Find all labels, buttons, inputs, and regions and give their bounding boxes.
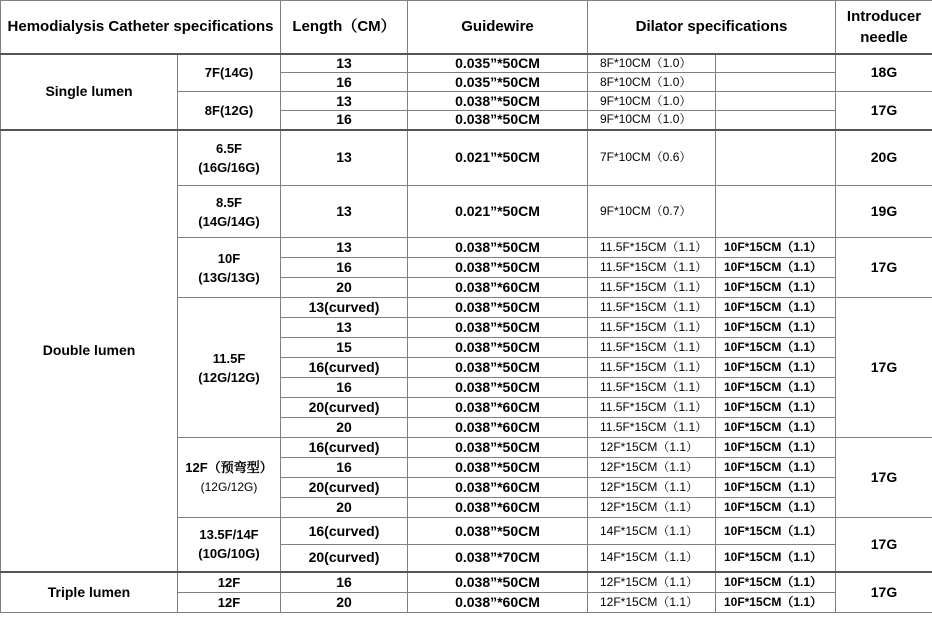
dilator-cell-2 bbox=[716, 92, 836, 111]
dilator-cell: 11.5F*15CM（1.1） bbox=[588, 358, 716, 378]
guidewire-cell: 0.038”*60CM bbox=[408, 498, 588, 518]
model-cell: 12F bbox=[178, 572, 281, 593]
dilator-cell-2: 10F*15CM（1.1） bbox=[716, 378, 836, 398]
model-cell bbox=[178, 130, 281, 186]
guidewire-cell: 0.038”*60CM bbox=[408, 418, 588, 438]
dilator-cell: 11.5F*15CM（1.1） bbox=[588, 378, 716, 398]
dilator-cell-2 bbox=[716, 111, 836, 130]
needle-cell: 17G bbox=[836, 438, 932, 518]
dilator-cell: 11.5F*15CM（1.1） bbox=[588, 298, 716, 318]
model-gauge: (14G/14G) bbox=[198, 213, 260, 229]
dilator-cell: 12F*15CM（1.1） bbox=[588, 498, 716, 518]
guidewire-cell: 0.021”*50CM bbox=[408, 186, 588, 238]
dilator-cell-2: 10F*15CM（1.1） bbox=[716, 398, 836, 418]
header-spec: Hemodialysis Catheter specifications bbox=[1, 1, 281, 54]
dilator-cell-2: 10F*15CM（1.1） bbox=[716, 518, 836, 545]
header-guidewire: Guidewire bbox=[408, 1, 588, 54]
length-cell: 16 bbox=[281, 572, 408, 593]
guidewire-cell: 0.038”*50CM bbox=[408, 298, 588, 318]
needle-cell: 18G bbox=[836, 54, 932, 92]
guidewire-cell: 0.038”*70CM bbox=[408, 545, 588, 572]
model-cell bbox=[178, 438, 281, 518]
needle-cell: 20G bbox=[836, 130, 932, 186]
dilator-cell-2: 10F*15CM（1.1） bbox=[716, 298, 836, 318]
length-cell: 13(curved) bbox=[281, 298, 408, 318]
group-triple-lumen: Triple lumen bbox=[1, 572, 178, 613]
length-cell: 16 bbox=[281, 458, 408, 478]
length-cell: 20(curved) bbox=[281, 545, 408, 572]
model-gauge: (10G/10G) bbox=[198, 546, 260, 562]
guidewire-cell: 0.038”*50CM bbox=[408, 92, 588, 111]
dilator-cell: 11.5F*15CM（1.1） bbox=[588, 258, 716, 278]
model-name: 10F bbox=[217, 250, 241, 266]
dilator-cell-2: 10F*15CM（1.1） bbox=[716, 572, 836, 593]
guidewire-cell: 0.038”*60CM bbox=[408, 278, 588, 298]
guidewire-cell: 0.038”*60CM bbox=[408, 592, 588, 612]
dilator-cell: 12F*15CM（1.1） bbox=[588, 592, 716, 612]
dilator-cell: 14F*15CM（1.1） bbox=[588, 518, 716, 545]
table-row bbox=[1, 572, 932, 593]
dilator-cell-2: 10F*15CM（1.1） bbox=[716, 238, 836, 258]
dilator-cell-2: 10F*15CM（1.1） bbox=[716, 478, 836, 498]
length-cell: 16 bbox=[281, 73, 408, 92]
length-cell: 13 bbox=[281, 130, 408, 186]
length-cell: 13 bbox=[281, 238, 408, 258]
dilator-cell: 11.5F*15CM（1.1） bbox=[588, 398, 716, 418]
dilator-cell: 7F*10CM（0.6） bbox=[588, 130, 716, 186]
dilator-cell-2 bbox=[716, 73, 836, 92]
length-cell: 16 bbox=[281, 378, 408, 398]
table-row bbox=[1, 130, 932, 186]
needle-cell: 17G bbox=[836, 238, 932, 298]
model-cell bbox=[178, 186, 281, 238]
group-double-lumen: Double lumen bbox=[1, 130, 178, 572]
dilator-cell: 11.5F*15CM（1.1） bbox=[588, 338, 716, 358]
dilator-cell-2: 10F*15CM（1.1） bbox=[716, 338, 836, 358]
model-gauge: (13G/13G) bbox=[198, 269, 260, 285]
group-single-lumen: Single lumen bbox=[1, 54, 178, 130]
guidewire-cell: 0.038”*60CM bbox=[408, 398, 588, 418]
dilator-cell: 14F*15CM（1.1） bbox=[588, 545, 716, 572]
guidewire-cell: 0.035”*50CM bbox=[408, 73, 588, 92]
guidewire-cell: 0.038”*50CM bbox=[408, 318, 588, 338]
model-name: 8.5F bbox=[215, 194, 242, 210]
length-cell: 20(curved) bbox=[281, 398, 408, 418]
dilator-cell: 9F*10CM（0.7） bbox=[588, 186, 716, 238]
dilator-cell: 9F*10CM（1.0） bbox=[588, 111, 716, 130]
guidewire-cell: 0.038”*50CM bbox=[408, 338, 588, 358]
guidewire-cell: 0.038”*50CM bbox=[408, 358, 588, 378]
model-cell: 12F bbox=[178, 592, 281, 612]
guidewire-cell: 0.038”*50CM bbox=[408, 438, 588, 458]
dilator-cell-2 bbox=[716, 130, 836, 186]
model-cell bbox=[178, 238, 281, 298]
length-cell: 16(curved) bbox=[281, 358, 408, 378]
length-cell: 16 bbox=[281, 111, 408, 130]
dilator-cell-2: 10F*15CM（1.1） bbox=[716, 498, 836, 518]
model-cell bbox=[178, 518, 281, 572]
dilator-cell: 12F*15CM（1.1） bbox=[588, 572, 716, 593]
guidewire-cell: 0.038”*50CM bbox=[408, 458, 588, 478]
guidewire-cell: 0.035”*50CM bbox=[408, 54, 588, 73]
dilator-cell: 11.5F*15CM（1.1） bbox=[588, 318, 716, 338]
model-name: 6.5F bbox=[215, 140, 242, 156]
length-cell: 20 bbox=[281, 278, 408, 298]
dilator-cell: 11.5F*15CM（1.1） bbox=[588, 418, 716, 438]
needle-cell: 17G bbox=[836, 92, 932, 130]
guidewire-cell: 0.038”*50CM bbox=[408, 572, 588, 593]
dilator-cell-2: 10F*15CM（1.1） bbox=[716, 418, 836, 438]
guidewire-cell: 0.038”*50CM bbox=[408, 258, 588, 278]
model-gauge: (12G/12G) bbox=[200, 480, 258, 494]
length-cell: 16(curved) bbox=[281, 518, 408, 545]
dilator-cell: 9F*10CM（1.0） bbox=[588, 92, 716, 111]
dilator-cell: 11.5F*15CM（1.1） bbox=[588, 278, 716, 298]
length-cell: 20 bbox=[281, 418, 408, 438]
header-needle: Introducer needle bbox=[836, 1, 932, 54]
length-cell: 16 bbox=[281, 258, 408, 278]
dilator-cell: 12F*15CM（1.1） bbox=[588, 458, 716, 478]
dilator-cell: 12F*15CM（1.1） bbox=[588, 478, 716, 498]
guidewire-cell: 0.021”*50CM bbox=[408, 130, 588, 186]
dilator-cell-2: 10F*15CM（1.1） bbox=[716, 438, 836, 458]
model-cell: 8F(12G) bbox=[178, 92, 281, 130]
needle-cell: 19G bbox=[836, 186, 932, 238]
dilator-cell-2: 10F*15CM（1.1） bbox=[716, 458, 836, 478]
length-cell: 20 bbox=[281, 592, 408, 612]
length-cell: 20(curved) bbox=[281, 478, 408, 498]
table-row bbox=[1, 54, 932, 73]
dilator-cell-2: 10F*15CM（1.1） bbox=[716, 358, 836, 378]
dilator-cell-2 bbox=[716, 186, 836, 238]
needle-cell: 17G bbox=[836, 572, 932, 613]
length-cell: 13 bbox=[281, 318, 408, 338]
needle-cell: 17G bbox=[836, 298, 932, 438]
model-cell: 7F(14G) bbox=[178, 54, 281, 92]
length-cell: 13 bbox=[281, 54, 408, 73]
length-cell: 15 bbox=[281, 338, 408, 358]
model-gauge: (12G/12G) bbox=[198, 369, 260, 385]
dilator-cell-2: 10F*15CM（1.1） bbox=[716, 278, 836, 298]
dilator-cell: 8F*10CM（1.0） bbox=[588, 73, 716, 92]
length-cell: 13 bbox=[281, 92, 408, 111]
dilator-cell-2: 10F*15CM（1.1） bbox=[716, 592, 836, 612]
dilator-cell-2: 10F*15CM（1.1） bbox=[716, 545, 836, 572]
guidewire-cell: 0.038”*50CM bbox=[408, 238, 588, 258]
dilator-cell-2 bbox=[716, 54, 836, 73]
dilator-cell-2: 10F*15CM（1.1） bbox=[716, 318, 836, 338]
model-name: 12F（预弯型） bbox=[185, 460, 273, 475]
guidewire-cell: 0.038”*50CM bbox=[408, 518, 588, 545]
header-row bbox=[1, 1, 932, 54]
dilator-cell: 11.5F*15CM（1.1） bbox=[588, 238, 716, 258]
header-dilator: Dilator specifications bbox=[588, 1, 836, 54]
length-cell: 13 bbox=[281, 186, 408, 238]
model-cell bbox=[178, 298, 281, 438]
needle-cell: 17G bbox=[836, 518, 932, 572]
dilator-cell-2: 10F*15CM（1.1） bbox=[716, 258, 836, 278]
guidewire-cell: 0.038”*60CM bbox=[408, 478, 588, 498]
model-name: 13.5F/14F bbox=[199, 527, 259, 543]
model-name: 11.5F bbox=[212, 350, 246, 366]
guidewire-cell: 0.038”*50CM bbox=[408, 378, 588, 398]
guidewire-cell: 0.038”*50CM bbox=[408, 111, 588, 130]
dilator-cell: 12F*15CM（1.1） bbox=[588, 438, 716, 458]
header-length: Length（CM） bbox=[281, 1, 408, 54]
dilator-cell: 8F*10CM（1.0） bbox=[588, 54, 716, 73]
model-gauge: (16G/16G) bbox=[198, 159, 260, 175]
length-cell: 16(curved) bbox=[281, 438, 408, 458]
length-cell: 20 bbox=[281, 498, 408, 518]
